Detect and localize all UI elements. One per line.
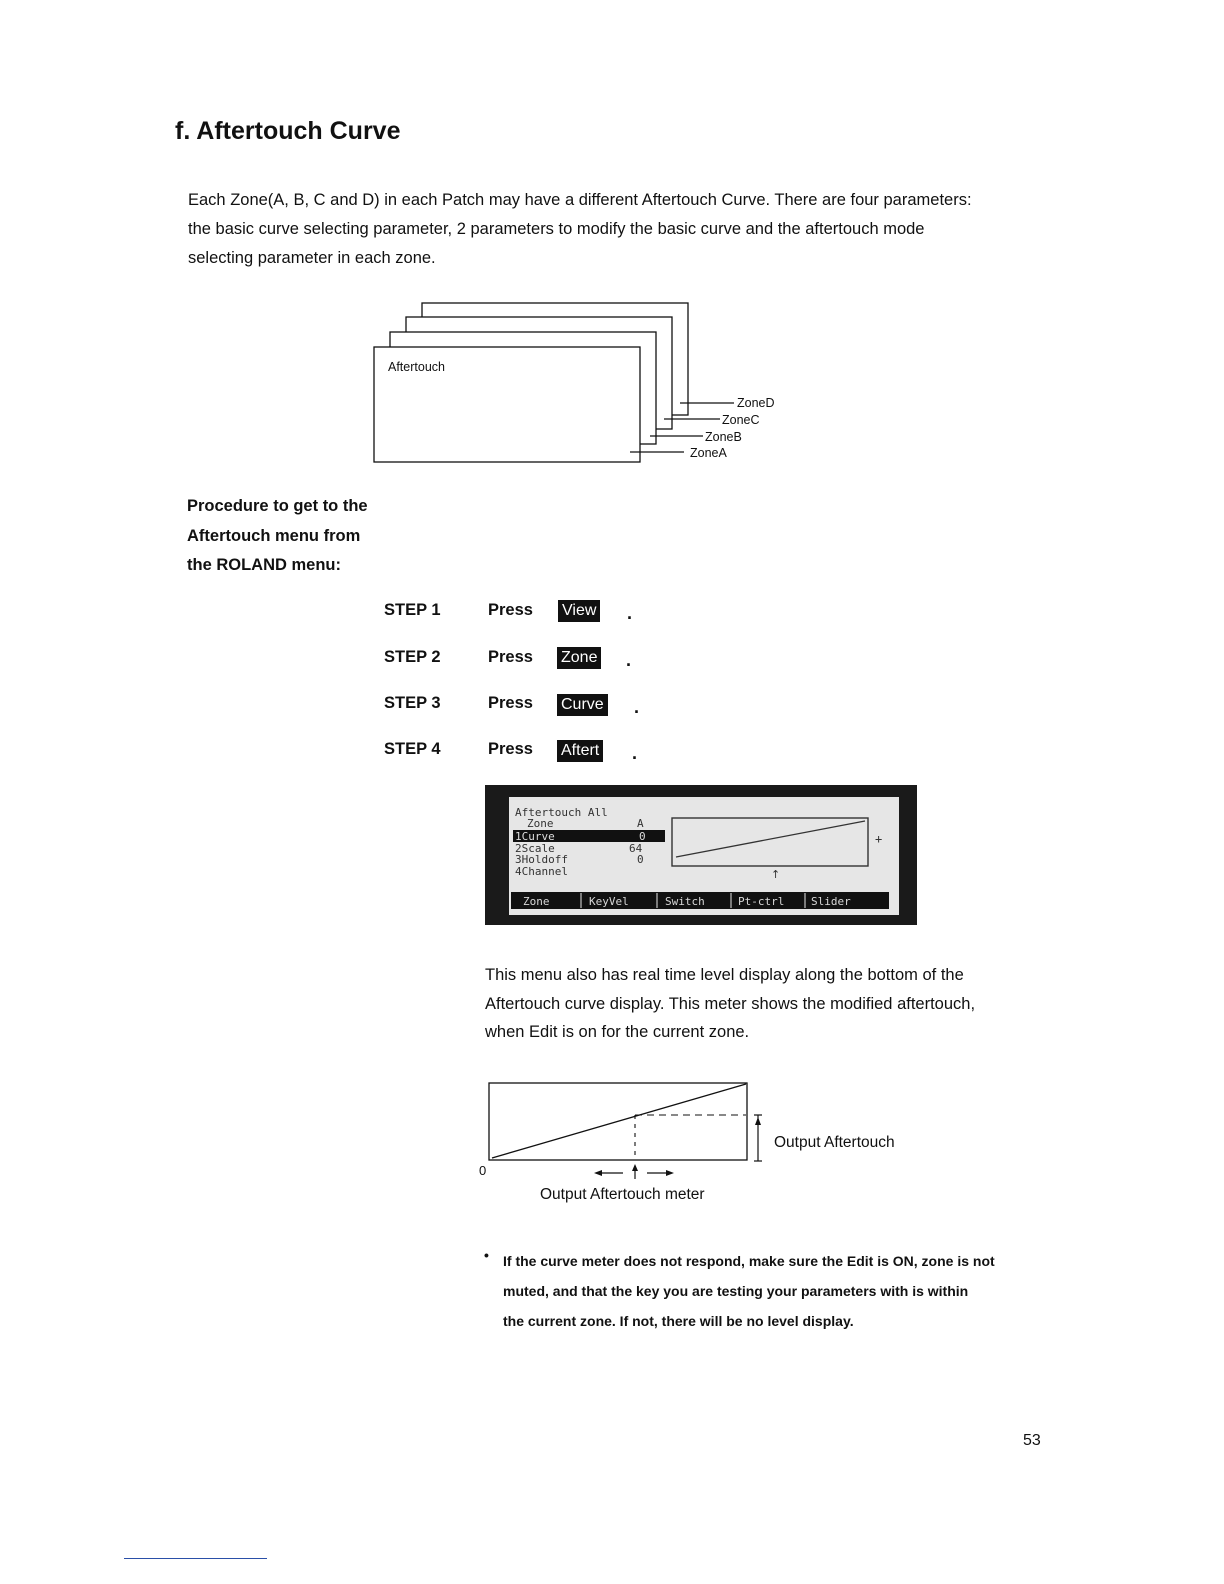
step-label: STEP 2	[384, 648, 441, 666]
intro-line: selecting parameter in each zone.	[188, 249, 436, 267]
lcd-menu-tab-ptctrl: Pt-ctrl	[738, 895, 785, 908]
step-label: STEP 1	[384, 601, 441, 619]
lcd-row-name: Zone	[527, 817, 554, 830]
lcd-row-value: A	[637, 817, 644, 830]
meter-origin-label: 0	[479, 1163, 487, 1178]
lcd-row-name: 1Curve	[515, 830, 555, 843]
step-period: .	[626, 650, 632, 670]
lcd-row-value: 0	[637, 853, 644, 866]
step-period: .	[632, 743, 638, 763]
intro-paragraph	[188, 186, 1068, 273]
lcd-menu-tab-slider: Slider	[811, 895, 851, 908]
procedure-heading	[187, 492, 368, 581]
press-label: Press	[488, 648, 533, 666]
lcd-screen	[485, 785, 917, 925]
press-label: Press	[488, 694, 533, 712]
intro-line: the basic curve selecting parameter, 2 parameters to modify the basic curve and the aftertouch mode	[188, 220, 925, 238]
step-period: .	[627, 603, 633, 623]
lcd-menu-tab-keyvel: KeyVel	[589, 895, 629, 908]
section-title: f. Aftertouch Curve	[175, 117, 401, 145]
step-period: .	[634, 697, 640, 717]
step-label: STEP 4	[384, 740, 441, 758]
page-number: 53	[1023, 1432, 1041, 1449]
intro-line: Each Zone(A, B, C and D) in each Patch may have a different Aftertouch Curve. There are four parameters:	[188, 191, 972, 209]
press-label: Press	[488, 601, 533, 619]
lcd-menu-tab-switch: Switch	[665, 895, 705, 908]
lcd-menu-tab-zone: Zone	[523, 895, 550, 908]
zone-key[interactable]: Zone	[557, 647, 601, 669]
lcd-plus-sign: +	[875, 832, 883, 846]
lcd-title: Aftertouch All	[515, 806, 608, 819]
aftert-key[interactable]: Aftert	[557, 740, 603, 762]
lcd-row-name: 4Channel	[515, 865, 568, 878]
meter-label: Output Aftertouch meter	[540, 1186, 705, 1203]
output-bracket-arrow	[755, 1117, 761, 1125]
meter-indicator-arrow	[632, 1164, 638, 1171]
meter-curve	[492, 1084, 746, 1158]
lcd-row-name: 3Holdoff	[515, 853, 568, 866]
zone-label-b: ZoneB	[705, 430, 742, 444]
output-aftertouch-label: Output Aftertouch	[774, 1134, 895, 1151]
note-line: the current zone. If not, there will be no level display.	[503, 1313, 854, 1329]
lcd-row-name: 2Scale	[515, 842, 555, 855]
note-paragraph	[503, 1246, 1063, 1336]
lcd-row-value: 64	[629, 842, 643, 855]
zone-label-c: ZoneC	[722, 413, 760, 427]
zone-label-d: ZoneD	[737, 396, 775, 410]
meter-diagram	[470, 1075, 920, 1210]
realtime-line: when Edit is on for the current zone.	[485, 1023, 750, 1041]
zone-stack-diagram	[360, 295, 800, 470]
press-label: Press	[488, 740, 533, 758]
note-bullet: •	[484, 1247, 489, 1263]
lcd-meter-arrow: ↑	[771, 868, 781, 881]
step-label: STEP 3	[384, 694, 441, 712]
procedure-heading-line: Procedure to get to the	[187, 497, 368, 515]
footer-rule	[124, 1558, 267, 1559]
lcd-row-value: 0	[639, 830, 646, 843]
note-line: muted, and that the key you are testing your parameters with is within	[503, 1283, 969, 1299]
view-key[interactable]: View	[558, 600, 600, 622]
realtime-line: This menu also has real time level display along the bottom of the	[485, 966, 964, 984]
procedure-heading-line: Aftertouch menu from	[187, 526, 361, 545]
curve-key[interactable]: Curve	[557, 694, 608, 716]
zone-label-a: ZoneA	[690, 446, 727, 460]
realtime-line: Aftertouch curve display. This meter shows the modified aftertouch,	[485, 994, 976, 1013]
procedure-heading-line: the ROLAND menu:	[187, 556, 341, 574]
note-line: If the curve meter does not respond, make sure the Edit is ON, zone is not	[503, 1253, 995, 1269]
realtime-paragraph	[485, 961, 1075, 1047]
zone-card-label: Aftertouch	[388, 360, 445, 374]
